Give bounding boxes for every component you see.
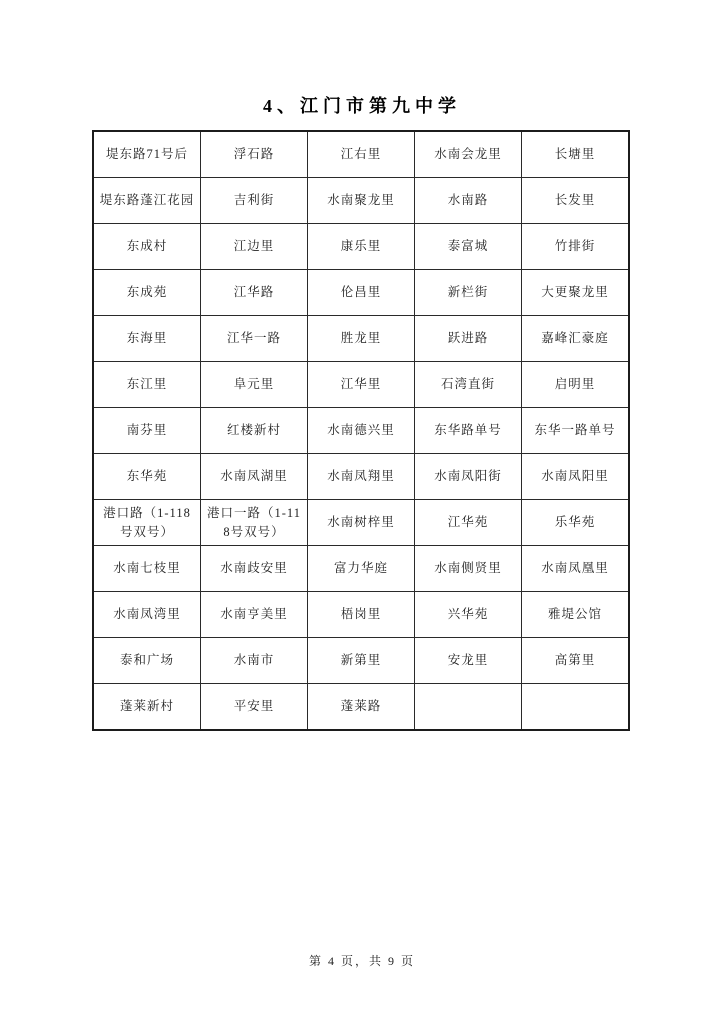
table-cell: 伦昌里 [307, 270, 414, 316]
table-cell: 水南歧安里 [200, 546, 307, 592]
table-cell: 水南凤阳里 [522, 454, 629, 500]
table-cell: 水南树梓里 [307, 500, 414, 546]
table-cell: 蓬莱路 [307, 684, 414, 731]
table-cell [415, 684, 522, 731]
table-row [93, 408, 629, 454]
table-row [93, 178, 629, 224]
table-cell: 嘉峰汇豪庭 [522, 316, 629, 362]
table-cell: 南芬里 [93, 408, 200, 454]
page-title: 4、江门市第九中学 [263, 96, 461, 116]
table-cell: 蓬莱新村 [93, 684, 200, 731]
table-cell: 浮石路 [200, 131, 307, 178]
table-cell: 阜元里 [200, 362, 307, 408]
table-cell: 红楼新村 [200, 408, 307, 454]
table-cell: 东海里 [93, 316, 200, 362]
table-cell: 雅堤公馆 [522, 592, 629, 638]
table-cell: 江华苑 [415, 500, 522, 546]
table-cell: 大更聚龙里 [522, 270, 629, 316]
table-cell: 乐华苑 [522, 500, 629, 546]
table-cell: 东华一路单号 [522, 408, 629, 454]
table-cell: 竹排街 [522, 224, 629, 270]
table-row [93, 546, 629, 592]
table-cell: 长塘里 [522, 131, 629, 178]
table-row [93, 592, 629, 638]
table-cell [522, 684, 629, 731]
table-cell: 水南凤凰里 [522, 546, 629, 592]
table-cell: 平安里 [200, 684, 307, 731]
table-cell: 泰富城 [415, 224, 522, 270]
table-cell: 吉利街 [200, 178, 307, 224]
table-row [93, 270, 629, 316]
table-cell: 新栏街 [415, 270, 522, 316]
table-cell: 富力华庭 [307, 546, 414, 592]
table-row [93, 316, 629, 362]
table-cell: 江华一路 [200, 316, 307, 362]
table-cell: 高第里 [522, 638, 629, 684]
table-cell: 新第里 [307, 638, 414, 684]
table-cell: 水南亨美里 [200, 592, 307, 638]
table-cell: 水南市 [200, 638, 307, 684]
table-row [93, 684, 629, 731]
table-cell: 水南侧贤里 [415, 546, 522, 592]
table-cell: 水南凤湾里 [93, 592, 200, 638]
table-cell: 东成苑 [93, 270, 200, 316]
table-cell: 江右里 [307, 131, 414, 178]
table-cell: 康乐里 [307, 224, 414, 270]
table-cell: 江华里 [307, 362, 414, 408]
table-cell: 堤东路71号后 [93, 131, 200, 178]
table-cell: 胜龙里 [307, 316, 414, 362]
table-cell: 港口路（1-118号双号） [93, 500, 200, 546]
table-cell: 水南路 [415, 178, 522, 224]
table-cell: 启明里 [522, 362, 629, 408]
table-cell: 东华苑 [93, 454, 200, 500]
table-cell: 江华路 [200, 270, 307, 316]
table-cell: 东华路单号 [415, 408, 522, 454]
table-cell: 石湾直街 [415, 362, 522, 408]
table-cell: 水南德兴里 [307, 408, 414, 454]
table-row [93, 454, 629, 500]
table-cell: 泰和广场 [93, 638, 200, 684]
address-table [92, 130, 630, 731]
table-cell: 水南凤翔里 [307, 454, 414, 500]
table-cell: 水南凤阳街 [415, 454, 522, 500]
table-cell: 梧岗里 [307, 592, 414, 638]
table-cell: 水南七枝里 [93, 546, 200, 592]
table-cell: 东成村 [93, 224, 200, 270]
table-cell: 水南会龙里 [415, 131, 522, 178]
table-cell: 安龙里 [415, 638, 522, 684]
table-row [93, 362, 629, 408]
table-row [93, 638, 629, 684]
page-number: 第 4 页，共 9 页 [308, 954, 415, 968]
table-row [93, 224, 629, 270]
table-cell: 跃进路 [415, 316, 522, 362]
table-cell: 水南凤湖里 [200, 454, 307, 500]
table-cell: 堤东路蓬江花园 [93, 178, 200, 224]
table-cell: 港口一路（1-118号双号） [200, 500, 307, 546]
table-cell: 长发里 [522, 178, 629, 224]
table-cell: 东江里 [93, 362, 200, 408]
table-cell: 兴华苑 [415, 592, 522, 638]
table-row [93, 500, 629, 546]
address-table-body [93, 131, 629, 730]
table-cell: 江边里 [200, 224, 307, 270]
table-cell: 水南聚龙里 [307, 178, 414, 224]
table-row [93, 131, 629, 178]
